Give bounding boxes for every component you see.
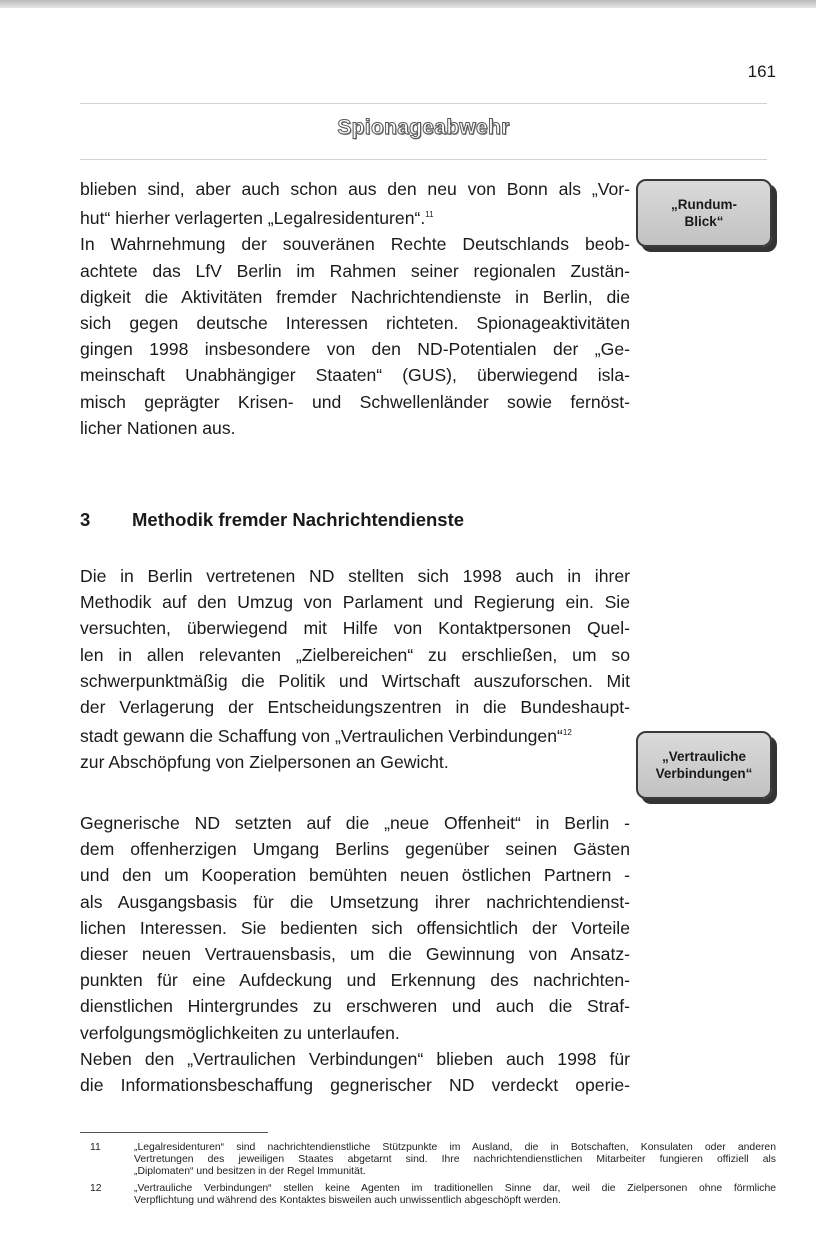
text-line: und den um Kooperation bemühten neuen östlichen Partnern - xyxy=(80,865,630,886)
footnote-separator xyxy=(80,1132,268,1133)
text-line: punkten für eine Aufdeckung und Erkennung des nachrichten- xyxy=(80,970,630,991)
text-line: blieben sind, aber auch schon aus den neu von Bonn als „Vor- xyxy=(80,179,630,199)
page-number: 161 xyxy=(747,62,776,81)
text-line: die Informationsbeschaffung gegnerischer ND verdeckt operie- xyxy=(80,1075,630,1096)
section-title: Methodik fremder Nachrichtendienste xyxy=(132,509,465,530)
footnote-number: 12 xyxy=(90,1183,102,1194)
text-line: verfolgungsmöglichkeiten zu unterlaufen. xyxy=(80,1022,400,1043)
footnote-ref-11: 11 xyxy=(425,210,434,220)
text-line: als Ausgangsbasis für die Umsetzung ihrer nachrichtendienst- xyxy=(80,891,630,912)
text-line: der Verlagerung der Entscheidungszentren in die Bundeshaupt- xyxy=(80,697,630,718)
text-line: versuchten, überwiegend mit Hilfe von Kontaktpersonen Quel- xyxy=(80,618,630,639)
text-line: achtete das LfV Berlin im Rahmen seiner regionalen Zustän- xyxy=(80,260,630,281)
text-line: zur Abschöpfung von Zielpersonen an Gewicht. xyxy=(80,752,449,773)
scan-top-edge xyxy=(0,0,816,8)
text-line: Methodik auf den Umzug von Parlament und Regierung ein. Sie xyxy=(80,592,630,613)
text-line: Neben den „Vertraulichen Verbindungen“ blieben auch 1998 für xyxy=(80,1048,630,1069)
text-line: dienstlichen Hintergrundes zu erschweren und auch die Straf- xyxy=(80,996,630,1017)
margin-note-vertrauliche-verbindungen: „Vertrauliche Verbindungen“ xyxy=(636,731,772,799)
running-head: Spionageabwehr xyxy=(337,116,510,139)
text-line: In Wahrnehmung der souveränen Rechte Deutschlands beob- xyxy=(80,234,630,255)
text-line: schwerpunktmäßig die Politik und Wirtschaft auszuforschen. Mit xyxy=(80,670,630,691)
text-line: Gegnerische ND setzten auf die „neue Offenheit“ in Berlin - xyxy=(80,813,630,833)
body-paragraph-3 xyxy=(80,810,630,1098)
footnote-12 xyxy=(80,1183,776,1207)
footnote-text: „Vertrauliche Verbindungen“ stellen keine Agenten im traditionellen Sinne dar, weil die Zielpersonen ohne förmliche Verpflichtung und während des Kontaktes bisweilen auch unwissentlich abgeschöpft werden. xyxy=(134,1183,776,1207)
footnote-text: „Legalresidenturen“ sind nachrichtendienstliche Stützpunkte im Ausland, die in Botschaften, Konsulaten oder anderen Vertretungen des jeweiligen Staates abgetarnt sind. Ihre nachrichtendienstlichen Mitarbeiter fungieren offiziell als „Diplomaten“ und besitzen in der Regel Immunität. xyxy=(134,1142,776,1178)
text-line: licher Nationen aus. xyxy=(80,417,236,438)
text-line: dem offenherzigen Umgang Berlins gegenüber seinen Gästen xyxy=(80,839,630,860)
text-line: meinschaft Unabhängiger Staaten“ (GUS), überwiegend isla- xyxy=(80,365,630,386)
section-number: 3 xyxy=(80,509,91,530)
text-line: sich gegen deutsche Interessen richteten. Spionageaktivitäten xyxy=(80,313,630,334)
text-line: dieser neuen Vertrauensbasis, um die Gewinnung von Ansatz- xyxy=(80,944,630,965)
body-paragraph-1 xyxy=(80,176,630,441)
text-line: Die in Berlin vertretenen ND stellten sich 1998 auch in ihrer xyxy=(80,566,630,586)
text-line: hut“ hierher verlagerten „Legalresidenturen“.$^{11}$ xyxy=(80,208,434,229)
section-heading xyxy=(80,509,464,531)
body-paragraph-2 xyxy=(80,563,630,776)
footnote-ref-12: 12 xyxy=(562,728,572,738)
text-line: gingen 1998 insbesondere von den ND-Potentialen der „Ge- xyxy=(80,339,630,360)
text-line: digkeit die Aktivitäten fremder Nachrichtendienste in Berlin, die xyxy=(80,286,630,307)
header-rule-bottom xyxy=(80,159,767,160)
footnote-11 xyxy=(80,1142,776,1179)
footnote-number: 11 xyxy=(90,1142,101,1153)
text-line: len in allen relevanten „Zielbereichen“ zu erschließen, um so xyxy=(80,644,630,665)
header-rule-top xyxy=(80,103,767,104)
text-line: lichen Interessen. Sie bedienten sich offensichtlich der Vorteile xyxy=(80,917,630,938)
text-line: misch geprägter Krisen- und Schwellenländer sowie fernöst- xyxy=(80,391,630,412)
text-line: stadt gewann die Schaffung von „Vertraulichen Verbindungen“$^{12}$ xyxy=(80,726,572,747)
margin-note-rundum-blick: „Rundum- Blick“ xyxy=(636,179,772,247)
